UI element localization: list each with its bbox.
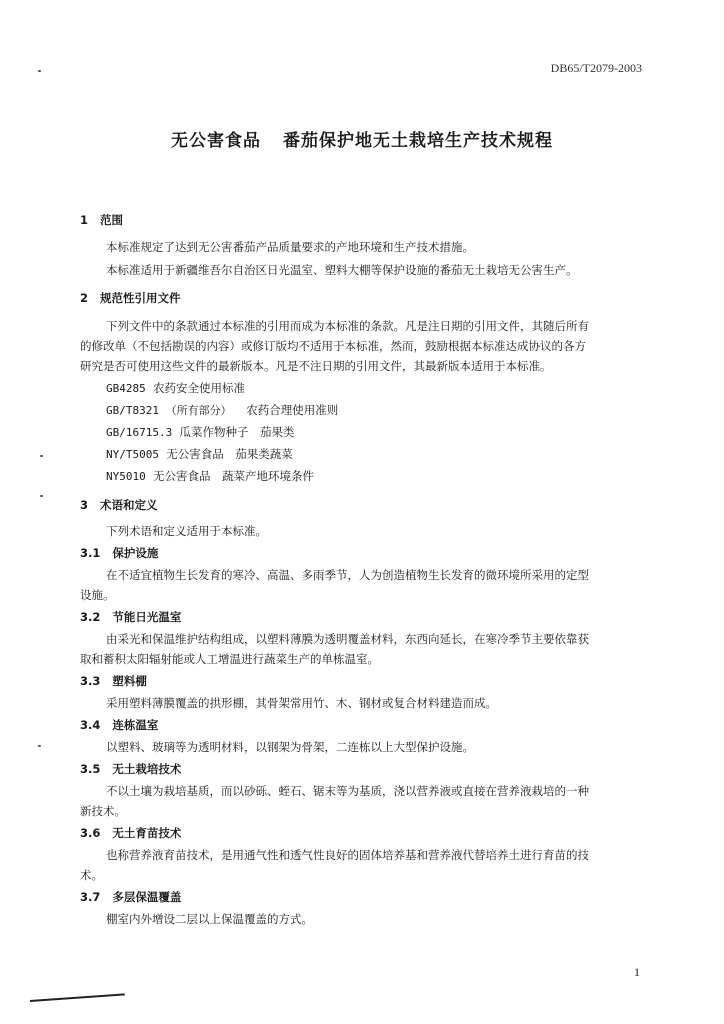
subsection-title: 保护设施 (112, 546, 159, 560)
subsection-number: 3.7 (80, 890, 101, 904)
scan-edge-line (30, 993, 125, 1002)
subsection-heading (80, 825, 181, 841)
definition-line: 新技术。 (80, 804, 126, 818)
definition-line: 不以土壤为栽培基质，而以砂砾、蛭石、锯末等为基质，浇以营养液或直接在营养液栽培的一种 (106, 784, 589, 798)
subsection-title: 节能日光温室 (112, 610, 182, 624)
scan-speck (38, 70, 41, 72)
section-1-heading (80, 212, 123, 228)
paragraph: 下列术语和定义适用于本标准。 (106, 524, 267, 538)
subsection-title: 多层保温覆盖 (112, 890, 182, 904)
section-2-heading (80, 290, 181, 306)
definition-line: 在不适宜植物生长发育的寒冷、高温、多雨季节，人为创造植物生长发育的微环境所采用的定型 (106, 568, 589, 582)
reference-code: GB/16715.3 (106, 426, 173, 439)
reference-code: GB/T8321 （所有部分） (106, 404, 232, 417)
definition-line: 设施。 (80, 588, 115, 602)
definition-line: 棚室内外增设二层以上保温覆盖的方式。 (106, 912, 313, 926)
scan-speck (38, 745, 41, 747)
paragraph-line: 研究是否可使用这些文件的最新版本。凡是不注日期的引用文件，其最新版本适用于本标准。 (80, 359, 552, 373)
reference-code: NY/T5005 (106, 448, 159, 461)
section-title: 范围 (100, 213, 124, 227)
subsection-title: 连栋温室 (112, 718, 159, 732)
subsection-number: 3.5 (80, 762, 101, 776)
scan-speck (40, 455, 43, 457)
subsection-number: 3.6 (80, 826, 101, 840)
subsection-heading (80, 761, 181, 777)
subsection-number: 3.4 (80, 718, 101, 732)
definition-line: 由采光和保温维护结构组成，以塑料薄膜为透明覆盖材料，东西向延长，在寒冷季节主要依靠获 (106, 632, 589, 646)
paragraph: 本标准适用于新疆维吾尔自治区日光温室、塑料大棚等保护设施的番茄无土栽培无公害生产。 (106, 263, 578, 277)
section-title: 规范性引用文件 (100, 291, 181, 305)
reference-code: GB4285 (106, 382, 146, 395)
subsection-number: 3.2 (80, 610, 101, 624)
reference-item (106, 402, 338, 419)
definition-line: 取和蓄积太阳辐射能或人工增温进行蔬菜生产的单栋温室。 (80, 652, 379, 666)
reference-name: 农药合理使用准则 (246, 403, 339, 417)
subsection-heading (80, 609, 181, 625)
reference-name: 无公害食品 蔬菜产地环境条件 (153, 469, 315, 483)
subsection-title: 塑料棚 (112, 674, 147, 688)
reference-name: 无公害食品 茄果类蔬菜 (166, 447, 293, 461)
subsection-heading (80, 673, 147, 689)
reference-item (106, 424, 295, 441)
subsection-number: 3.3 (80, 674, 101, 688)
section-number: 2 (80, 291, 89, 305)
reference-item (106, 468, 314, 485)
subsection-heading (80, 545, 158, 561)
scan-speck (40, 495, 43, 497)
reference-item (106, 380, 245, 397)
section-title: 术语和定义 (100, 498, 158, 512)
reference-name: 农药安全使用标准 (153, 381, 246, 395)
paragraph-line: 的修改单（不包括勘误的内容）或修订版均不适用于本标准，然而，鼓励根据本标准达成协议的各方 (80, 339, 586, 353)
section-number: 1 (80, 213, 89, 227)
paragraph-line: 下列文件中的条款通过本标准的引用而成为本标准的条款。凡是注日期的引用文件，其随后所有 (106, 319, 589, 333)
section-3-heading (80, 497, 158, 513)
title-part-2: 番茄保护地无土栽培生产技术规程 (283, 131, 553, 151)
document-title (0, 126, 724, 151)
subsection-heading (80, 889, 181, 905)
standard-code: DB65/T2079-2003 (550, 61, 642, 75)
definition-line: 术。 (80, 868, 103, 882)
reference-item (106, 446, 293, 463)
paragraph: 本标准规定了达到无公害番茄产品质量要求的产地环境和生产技术措施。 (106, 240, 474, 254)
reference-name: 瓜菜作物种子 茄果类 (179, 425, 295, 439)
subsection-title: 无土栽培技术 (112, 762, 182, 776)
subsection-number: 3.1 (80, 546, 101, 560)
definition-line: 以塑料、玻璃等为透明材料，以钢架为骨架，二连栋以上大型保护设施。 (106, 740, 474, 754)
title-part-1: 无公害食品 (171, 131, 261, 151)
reference-code: NY5010 (106, 470, 146, 483)
definition-line: 采用塑料薄膜覆盖的拱形棚，其骨架常用竹、木、钢材或复合材料建造而成。 (106, 696, 497, 710)
subsection-title: 无土育苗技术 (112, 826, 182, 840)
definition-line: 也称营养液育苗技术，是用通气性和透气性良好的固体培养基和营养液代替培养土进行育苗的技 (106, 848, 589, 862)
page-number: 1 (634, 965, 640, 979)
subsection-heading (80, 717, 158, 733)
section-number: 3 (80, 498, 89, 512)
